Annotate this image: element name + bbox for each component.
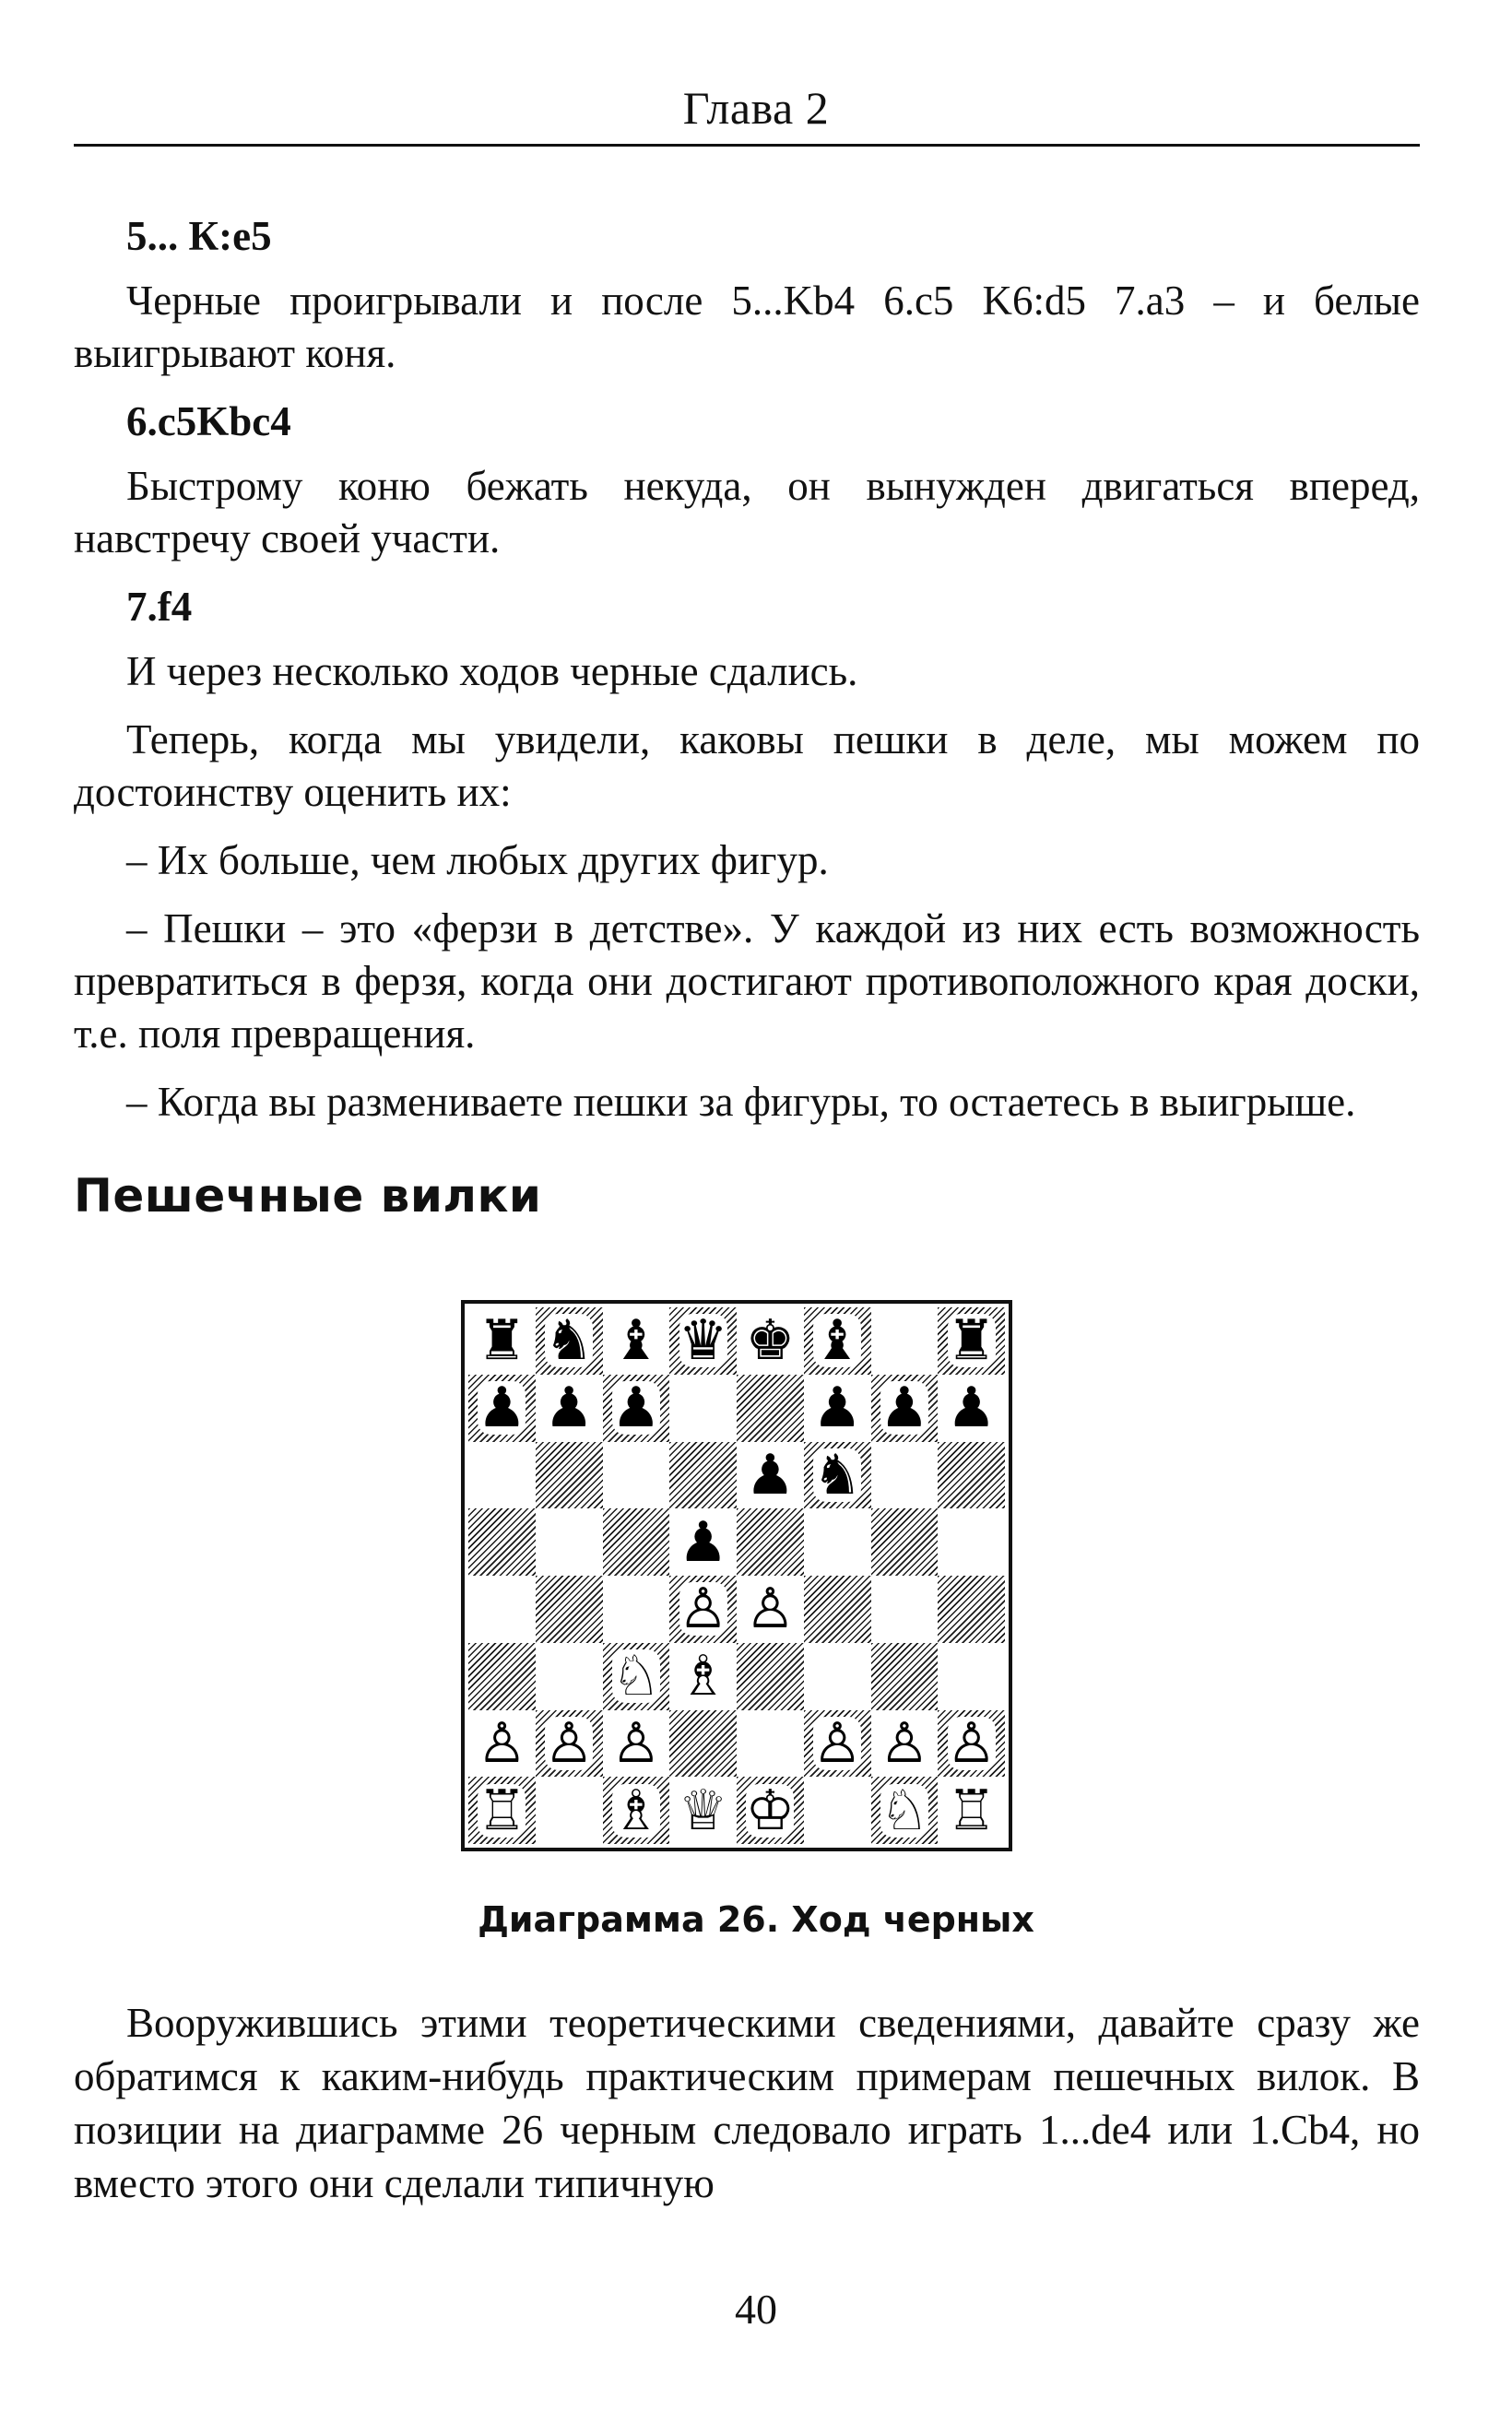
board-square	[536, 1777, 603, 1844]
board-square	[669, 1643, 737, 1710]
board-square	[871, 1508, 939, 1576]
board-square	[536, 1375, 603, 1442]
board-square	[603, 1375, 670, 1442]
board-square	[737, 1375, 804, 1442]
paragraph: Теперь, когда мы увидели, каковы пешки в деле, мы можем по достоинству оценить их:	[74, 716, 1420, 815]
white-pawn-icon: ♙	[745, 1577, 796, 1642]
move-notation: 6.c5Kbc4	[126, 398, 291, 444]
black-pawn-icon: ♟	[745, 1442, 796, 1507]
board-square	[804, 1576, 871, 1643]
black-pawn-icon: ♟	[879, 1376, 929, 1441]
board-square	[938, 1307, 1005, 1375]
black-pawn-icon: ♟	[946, 1376, 997, 1441]
paragraph: Черные проигрывали и после 5...Kb4 6.c5 K6:d5 7.a3 – и белые выигрывают коня.	[74, 278, 1420, 376]
white-bishop-icon: ♗	[610, 1778, 661, 1843]
board-square	[871, 1442, 939, 1509]
black-knight-icon: ♞	[544, 1308, 595, 1374]
board-square	[938, 1576, 1005, 1643]
white-bishop-icon: ♗	[678, 1644, 728, 1709]
board-square	[468, 1576, 536, 1643]
white-rook-icon: ♖	[946, 1778, 997, 1843]
black-rook-icon: ♜	[477, 1308, 527, 1374]
paragraph: И через несколько ходов черные сдались.	[126, 648, 858, 694]
white-pawn-icon: ♙	[610, 1710, 661, 1776]
board-square	[603, 1777, 670, 1844]
board-square	[871, 1643, 939, 1710]
board-square	[804, 1710, 871, 1778]
page-number: 40	[735, 2286, 777, 2333]
board-square	[871, 1710, 939, 1778]
diagram-caption: Диаграмма 26. Ход черных	[478, 1899, 1034, 1940]
paragraph: – Когда вы размениваете пешки за фигуры, то остаетесь в выигрыше.	[126, 1079, 1356, 1125]
black-pawn-icon: ♟	[477, 1376, 527, 1441]
board-square	[804, 1643, 871, 1710]
black-bishop-icon: ♝	[610, 1308, 661, 1374]
white-pawn-icon: ♙	[946, 1710, 997, 1776]
board-square	[871, 1777, 939, 1844]
board-square	[737, 1508, 804, 1576]
white-king-icon: ♔	[745, 1778, 796, 1843]
paragraph: – Пешки – это «ферзи в детстве». У каждой из них есть возможность превратиться в ферзя, когда они достигают противоположного края доски, т.е. поля превращения.	[74, 905, 1420, 1057]
white-knight-icon: ♘	[610, 1644, 661, 1709]
chess-diagram	[461, 1300, 1012, 1851]
board-square	[804, 1508, 871, 1576]
board-square	[536, 1508, 603, 1576]
board-square	[669, 1508, 737, 1576]
board-square	[603, 1576, 670, 1643]
board-square	[603, 1307, 670, 1375]
board-square	[468, 1710, 536, 1778]
section-title: Пешечные вилки	[74, 1169, 542, 1223]
body-text	[74, 210, 1420, 1144]
board-square	[669, 1375, 737, 1442]
board-square	[536, 1576, 603, 1643]
board-square	[536, 1710, 603, 1778]
board-square	[737, 1442, 804, 1509]
board-square	[871, 1375, 939, 1442]
board-square	[536, 1307, 603, 1375]
black-bishop-icon: ♝	[812, 1308, 863, 1374]
white-pawn-icon: ♙	[544, 1710, 595, 1776]
board-square	[938, 1643, 1005, 1710]
board-square	[938, 1375, 1005, 1442]
black-rook-icon: ♜	[946, 1308, 997, 1374]
move-notation: 5... К:e5	[126, 213, 272, 259]
board-square	[468, 1508, 536, 1576]
white-queen-icon: ♕	[678, 1778, 728, 1843]
board-square	[536, 1442, 603, 1509]
board-square	[804, 1777, 871, 1844]
board-square	[669, 1307, 737, 1375]
black-knight-icon: ♞	[812, 1442, 863, 1507]
board-square	[669, 1777, 737, 1844]
board-square	[669, 1442, 737, 1509]
board-square	[603, 1442, 670, 1509]
board-square	[536, 1643, 603, 1710]
black-king-icon: ♚	[745, 1308, 796, 1374]
board-square	[938, 1442, 1005, 1509]
board-square	[804, 1375, 871, 1442]
chess-board	[468, 1307, 1005, 1844]
board-square	[603, 1710, 670, 1778]
white-rook-icon: ♖	[477, 1778, 527, 1843]
paragraph: – Их больше, чем любых других фигур.	[126, 837, 829, 883]
board-square	[468, 1777, 536, 1844]
white-pawn-icon: ♙	[678, 1577, 728, 1642]
white-knight-icon: ♘	[879, 1778, 929, 1843]
black-pawn-icon: ♟	[610, 1376, 661, 1441]
board-square	[737, 1576, 804, 1643]
board-square	[468, 1375, 536, 1442]
board-square	[468, 1307, 536, 1375]
board-square	[737, 1307, 804, 1375]
running-head: Глава 2	[682, 82, 830, 134]
board-square	[938, 1508, 1005, 1576]
board-square	[804, 1442, 871, 1509]
board-square	[737, 1643, 804, 1710]
black-pawn-icon: ♟	[544, 1376, 595, 1441]
board-square	[669, 1710, 737, 1778]
board-square	[938, 1777, 1005, 1844]
black-pawn-icon: ♟	[812, 1376, 863, 1441]
board-square	[871, 1576, 939, 1643]
board-square	[468, 1442, 536, 1509]
white-pawn-icon: ♙	[812, 1710, 863, 1776]
board-square	[468, 1643, 536, 1710]
board-square	[871, 1307, 939, 1375]
paragraph: Быстрому коню бежать некуда, он вынужден двигаться вперед, навстречу своей участи.	[74, 463, 1420, 561]
white-pawn-icon: ♙	[477, 1710, 527, 1776]
board-square	[737, 1777, 804, 1844]
black-pawn-icon: ♟	[678, 1509, 728, 1575]
board-square	[603, 1508, 670, 1576]
black-queen-icon: ♛	[678, 1308, 728, 1374]
board-square	[669, 1576, 737, 1643]
move-notation: 7.f4	[126, 584, 193, 630]
board-square	[938, 1710, 1005, 1778]
board-square	[603, 1643, 670, 1710]
paragraph: Вооружившись этими теоретическими сведениями, давайте сразу же обратимся к каким-нибудь практическим примерам пешечных вилок. В позиции на диаграмме 26 черным следовало играть 1...de4 или 1.Cb4, но вместо этого они сделали типичную	[74, 2000, 1420, 2206]
board-square	[804, 1307, 871, 1375]
header-rule	[74, 144, 1420, 147]
body-text-continued	[74, 1996, 1420, 2210]
white-pawn-icon: ♙	[879, 1710, 929, 1776]
board-square	[737, 1710, 804, 1778]
